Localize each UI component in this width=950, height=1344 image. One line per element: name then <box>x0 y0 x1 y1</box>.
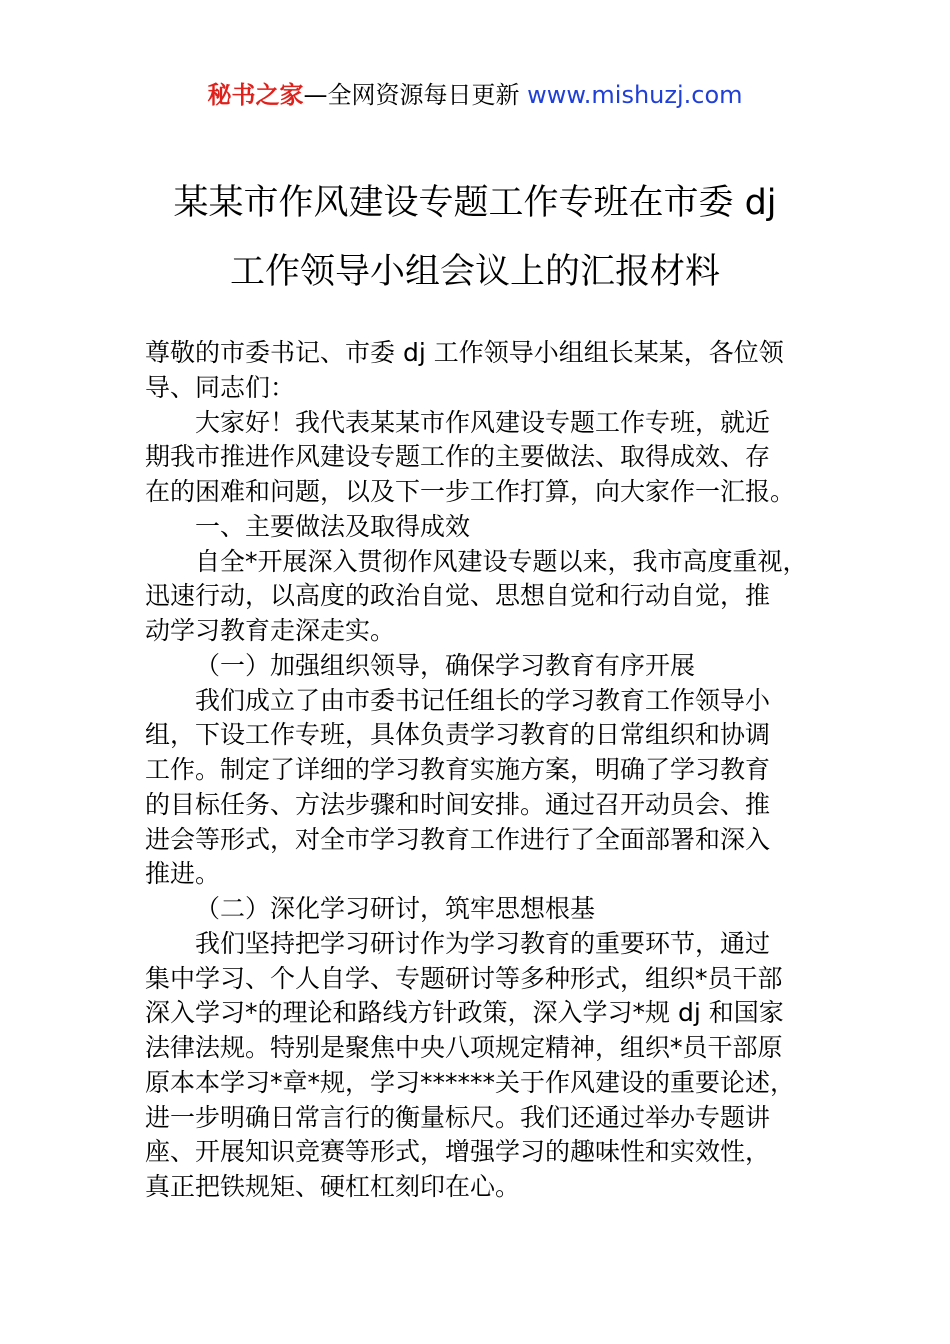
document-title-line-2: 工作领导小组会议上的汇报材料 <box>229 252 720 292</box>
body-line: 进会等形式，对全市学习教育工作进行了全面部署和深入 <box>145 824 771 854</box>
body-line: 座、开展知识竞赛等形式，增强学习的趣味性和实效性， <box>145 1137 771 1167</box>
body-line: 集中学习、个人自学、专题研讨等多种形式，组织*员干部 <box>145 963 783 993</box>
body-line: 期我市推进作风建设专题工作的主要做法、取得成效、存 <box>145 442 771 472</box>
site-slogan: —全网资源每日更新 <box>303 81 528 109</box>
body-line: 动学习教育走深走实。 <box>145 616 396 645</box>
subsection-heading: （二）深化学习研讨，筑牢思想根基 <box>195 894 596 923</box>
site-url-link[interactable]: www.mishuzj.com <box>527 81 743 109</box>
body-line: 在的困难和问题，以及下一步工作打算，向大家作一汇报。 <box>145 477 796 506</box>
body-line: 迅速行动，以高度的政治自觉、思想自觉和行动自觉，推 <box>145 581 771 611</box>
body-line: 法律法规。特别是聚焦中央八项规定精神，组织*员干部原 <box>145 1033 783 1062</box>
body-line: 我们成立了由市委书记任组长的学习教育工作领导小 <box>195 685 771 715</box>
document-body <box>145 336 825 1205</box>
body-line: 进一步明确日常言行的衡量标尺。我们还通过举办专题讲 <box>145 1102 771 1132</box>
site-header <box>0 78 950 112</box>
body-line: 组，下设工作专班，具体负责学习教育的日常组织和协调 <box>145 720 771 750</box>
body-line: 我们坚持把学习研讨作为学习教育的重要环节，通过 <box>195 928 771 958</box>
body-line: 推进。 <box>145 859 221 889</box>
body-line: 的目标任务、方法步骤和时间安排。通过召开动员会、推 <box>145 789 771 819</box>
subsection-heading: （一）加强组织领导，确保学习教育有序开展 <box>195 650 696 680</box>
body-line: 工作。制定了详细的学习教育实施方案，明确了学习教育 <box>145 755 771 784</box>
body-line: 深入学习*的理论和路线方针政策，深入学习*规 dj 和国家 <box>145 998 784 1028</box>
site-brand: 秘书之家 <box>207 81 304 109</box>
body-line: 大家好！我代表某某市作风建设专题工作专班，就近 <box>195 407 771 437</box>
document-title-line-1: 某某市作风建设专题工作专班在市委 dj <box>173 183 777 223</box>
body-line: 真正把铁规矩、硬杠杠刻印在心。 <box>145 1172 521 1201</box>
body-line: 自全*开展深入贯彻作风建设专题以来，我市高度重视， <box>195 546 808 576</box>
body-line: 导、同志们： <box>145 372 296 402</box>
section-heading: 一、主要做法及取得成效 <box>195 511 471 541</box>
body-line: 尊敬的市委书记、市委 dj 工作领导小组组长某某，各位领 <box>145 338 784 367</box>
body-line: 原本本学习*章*规，学习******关于作风建设的重要论述， <box>145 1067 796 1097</box>
